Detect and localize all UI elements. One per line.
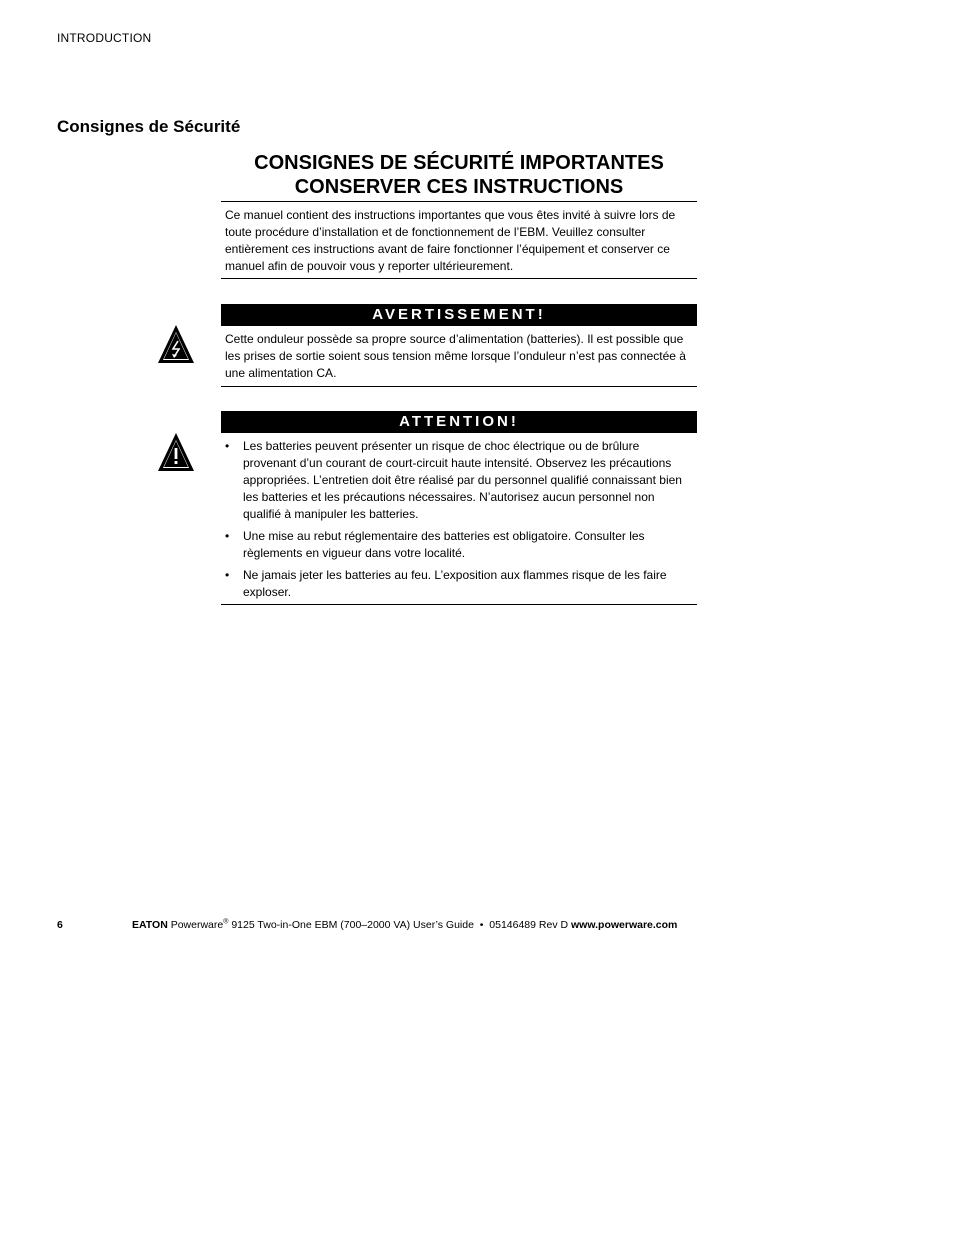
section-heading: Consignes de Sécurité <box>57 117 241 136</box>
caution-item-text: Les batteries peuvent présenter un risque de choc électrique ou de brûlure provenant d’un courant de court-circuit haute intensité. Observez les précautions appropriées. L’entretien doit être réalisé par du personnel qualifié connaissant bien les batteries et les précautions nécessaires. N’autorisez aucun personnel non qualifié à manipuler les batteries. <box>243 439 682 521</box>
list-item <box>225 438 693 523</box>
caution-banner: ATTENTION! <box>221 411 697 433</box>
list-item <box>225 567 693 601</box>
caution-item-text: Une mise au rebut réglementaire des batteries est obligatoire. Consulter les règlements en vigueur dans votre localité. <box>243 529 645 560</box>
product-name: Powerware <box>170 919 224 931</box>
list-item <box>225 528 693 562</box>
bullet-marker: • <box>225 568 230 582</box>
warning-rule <box>221 386 697 387</box>
exclamation-hazard-icon <box>157 432 195 470</box>
intro-rule <box>221 278 697 279</box>
bullet-marker: • <box>225 529 230 543</box>
main-title-line-1: CONSIGNES DE SÉCURITÉ IMPORTANTES <box>254 152 664 174</box>
registered-mark: ® <box>223 918 229 926</box>
main-title-line-2: CONSERVER CES INSTRUCTIONS <box>294 176 624 198</box>
electrical-hazard-icon <box>157 324 195 362</box>
footer-line <box>132 919 677 931</box>
main-title <box>221 151 697 199</box>
caution-rule <box>221 604 697 605</box>
footer-url: www.powerware.com <box>571 919 678 931</box>
title-rule <box>221 201 697 202</box>
bullet-marker: • <box>225 439 230 453</box>
page-number: 6 <box>57 919 63 931</box>
running-head: INTRODUCTION <box>57 31 152 45</box>
warning-text: Cette onduleur possède sa propre source d’alimentation (batteries). Il est possible que les prises de sortie soient sous tension même lorsque l’onduleur n’est pas connectée à une alimentation CA. <box>225 332 686 380</box>
caution-item-text: Ne jamais jeter les batteries au feu. L’exposition aux flammes risque de les faire exploser. <box>243 568 667 599</box>
intro-paragraph: Ce manuel contient des instructions importantes que vous êtes invité à suivre lors de toute procédure d’installation et de fonctionnement de l’EBM. Veuillez consulter entièrement ces instructions avant de faire fonctionner l’équipement et conserver ce manuel afin de pouvoir vous y reporter ultérieurement. <box>225 208 676 273</box>
caution-list <box>225 438 693 606</box>
footer-description: 9125 Two-in-One EBM (700–2000 VA) User’s Guide • 05146489 Rev D <box>228 919 571 931</box>
warning-banner: AVERTISSEMENT! <box>221 304 697 326</box>
brand-name: EATON <box>132 919 168 931</box>
